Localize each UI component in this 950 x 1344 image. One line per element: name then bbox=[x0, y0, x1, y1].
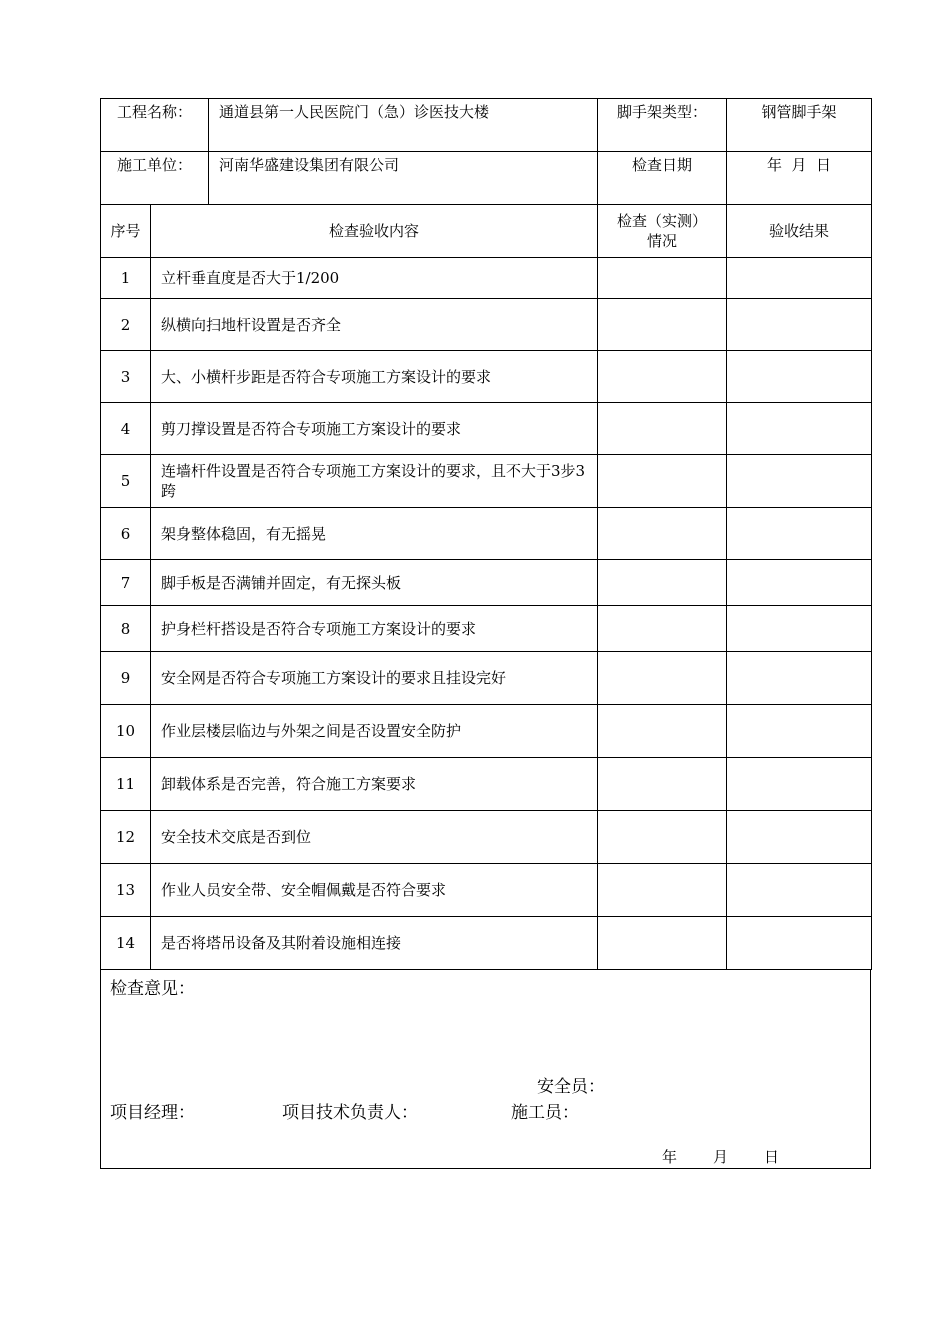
row-status-cell[interactable] bbox=[598, 606, 727, 652]
table-row bbox=[101, 455, 872, 508]
row-result-cell[interactable] bbox=[727, 560, 872, 606]
project-name-label: 工程名称： bbox=[101, 99, 209, 152]
construction-unit-label: 施工单位： bbox=[101, 152, 209, 205]
row-content: 剪刀撑设置是否符合专项施工方案设计的要求 bbox=[151, 403, 598, 455]
row-result-cell[interactable] bbox=[727, 455, 872, 508]
row-content: 架身整体稳固，有无摇晃 bbox=[151, 508, 598, 560]
row-status-cell[interactable] bbox=[598, 299, 727, 351]
sign-date-day: 日 bbox=[764, 1148, 780, 1166]
table-row bbox=[101, 864, 872, 917]
row-index: 13 bbox=[101, 864, 151, 917]
row-result-cell[interactable] bbox=[727, 811, 872, 864]
table-row bbox=[101, 560, 872, 606]
col-header-content: 检查验收内容 bbox=[151, 205, 598, 258]
row-result-cell[interactable] bbox=[727, 705, 872, 758]
inspection-date-value: 年 月 日 bbox=[727, 152, 872, 205]
table-row bbox=[101, 705, 872, 758]
row-result-cell[interactable] bbox=[727, 758, 872, 811]
row-index: 11 bbox=[101, 758, 151, 811]
construction-unit-value: 河南华盛建设集团有限公司 bbox=[209, 152, 598, 205]
row-result-cell[interactable] bbox=[727, 508, 872, 560]
remarks-section bbox=[100, 970, 871, 1169]
inspection-form bbox=[100, 98, 871, 1169]
table-row bbox=[101, 606, 872, 652]
row-content: 作业人员安全带、安全帽佩戴是否符合要求 bbox=[151, 864, 598, 917]
row-index: 12 bbox=[101, 811, 151, 864]
row-status-cell[interactable] bbox=[598, 403, 727, 455]
table-row bbox=[101, 403, 872, 455]
sign-date-month: 月 bbox=[713, 1148, 729, 1166]
safety-officer-label: 安全员： bbox=[537, 1077, 605, 1097]
constructor-label: 施工员： bbox=[511, 1103, 579, 1123]
row-result-cell[interactable] bbox=[727, 652, 872, 705]
table-row bbox=[101, 508, 872, 560]
row-content: 安全技术交底是否到位 bbox=[151, 811, 598, 864]
row-content: 安全网是否符合专项施工方案设计的要求且挂设完好 bbox=[151, 652, 598, 705]
row-index: 7 bbox=[101, 560, 151, 606]
sign-date-year: 年 bbox=[662, 1148, 678, 1166]
col-header-result: 验收结果 bbox=[727, 205, 872, 258]
row-status-cell[interactable] bbox=[598, 258, 727, 299]
row-index: 4 bbox=[101, 403, 151, 455]
row-content: 连墙杆件设置是否符合专项施工方案设计的要求，且不大于3步3跨 bbox=[151, 455, 598, 508]
row-index: 1 bbox=[101, 258, 151, 299]
scaffold-type-label: 脚手架类型： bbox=[598, 99, 727, 152]
row-result-cell[interactable] bbox=[727, 299, 872, 351]
row-content: 护身栏杆搭设是否符合专项施工方案设计的要求 bbox=[151, 606, 598, 652]
inspection-table bbox=[100, 98, 872, 970]
row-status-cell[interactable] bbox=[598, 351, 727, 403]
project-manager-label: 项目经理： bbox=[110, 1103, 195, 1123]
row-status-cell[interactable] bbox=[598, 455, 727, 508]
row-result-cell[interactable] bbox=[727, 258, 872, 299]
table-row bbox=[101, 917, 872, 970]
header-row-project bbox=[101, 99, 872, 152]
row-index: 9 bbox=[101, 652, 151, 705]
row-result-cell[interactable] bbox=[727, 864, 872, 917]
table-row bbox=[101, 758, 872, 811]
col-header-index: 序号 bbox=[101, 205, 151, 258]
row-result-cell[interactable] bbox=[727, 351, 872, 403]
row-content: 卸载体系是否完善，符合施工方案要求 bbox=[151, 758, 598, 811]
col-header-status bbox=[598, 205, 727, 258]
tech-lead-label: 项目技术负责人： bbox=[282, 1103, 418, 1123]
row-content: 脚手板是否满铺并固定，有无探头板 bbox=[151, 560, 598, 606]
table-row bbox=[101, 811, 872, 864]
row-status-cell[interactable] bbox=[598, 811, 727, 864]
row-index: 14 bbox=[101, 917, 151, 970]
table-row bbox=[101, 652, 872, 705]
row-content: 大、小横杆步距是否符合专项施工方案设计的要求 bbox=[151, 351, 598, 403]
table-row bbox=[101, 351, 872, 403]
col-header-status-line1: 检查（实测） bbox=[617, 212, 708, 230]
row-content: 纵横向扫地杆设置是否齐全 bbox=[151, 299, 598, 351]
row-status-cell[interactable] bbox=[598, 758, 727, 811]
row-content: 是否将塔吊设备及其附着设施相连接 bbox=[151, 917, 598, 970]
column-header-row bbox=[101, 205, 872, 258]
table-row bbox=[101, 299, 872, 351]
col-header-status-line2: 情况 bbox=[647, 232, 678, 250]
header-row-unit bbox=[101, 152, 872, 205]
row-result-cell[interactable] bbox=[727, 403, 872, 455]
row-content: 立杆垂直度是否大于1/200 bbox=[151, 258, 598, 299]
row-index: 3 bbox=[101, 351, 151, 403]
scaffold-type-value: 钢管脚手架 bbox=[727, 99, 872, 152]
inspection-opinion-label: 检查意见： bbox=[110, 979, 195, 999]
row-result-cell[interactable] bbox=[727, 917, 872, 970]
row-index: 8 bbox=[101, 606, 151, 652]
row-index: 10 bbox=[101, 705, 151, 758]
row-status-cell[interactable] bbox=[598, 560, 727, 606]
project-name-value: 通道县第一人民医院门（急）诊医技大楼 bbox=[209, 99, 598, 152]
row-content: 作业层楼层临边与外架之间是否设置安全防护 bbox=[151, 705, 598, 758]
row-index: 2 bbox=[101, 299, 151, 351]
inspection-date-label: 检查日期 bbox=[598, 152, 727, 205]
row-status-cell[interactable] bbox=[598, 864, 727, 917]
row-index: 5 bbox=[101, 455, 151, 508]
table-row bbox=[101, 258, 872, 299]
row-result-cell[interactable] bbox=[727, 606, 872, 652]
row-status-cell[interactable] bbox=[598, 508, 727, 560]
row-status-cell[interactable] bbox=[598, 705, 727, 758]
row-index: 6 bbox=[101, 508, 151, 560]
row-status-cell[interactable] bbox=[598, 917, 727, 970]
row-status-cell[interactable] bbox=[598, 652, 727, 705]
